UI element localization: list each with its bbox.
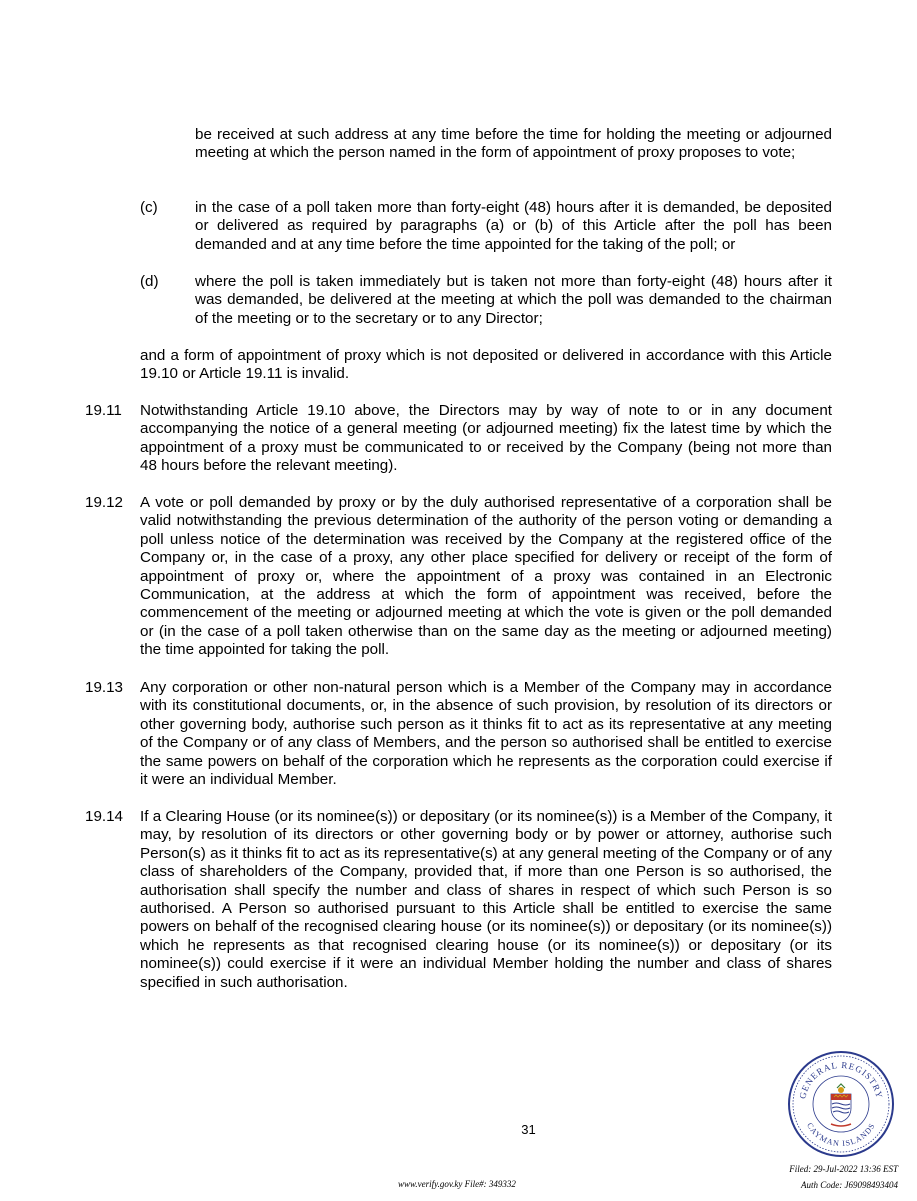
continuation-paragraph: be received at such address at any time before the time for holding the meeting or adjourned meeting at which the person named in the form of appointment of proxy proposes to vote; [195, 126, 832, 162]
item-d-label: (d) [140, 273, 159, 290]
general-registry-seal [787, 1050, 895, 1158]
footer-auth-code: Auth Code: J69098493404 [801, 1180, 898, 1190]
article-19-12-number: 19.12 [85, 494, 124, 511]
article-19-14-text: If a Clearing House (or its nominee(s)) or depositary (or its nominee(s)) is a Member of the Company, it may, by resolution of its directors or other governing body or by power or attorney, authorise such Person(s) as it thinks fit to act as its representative(s) at any general meeting of the Company or of any class of shareholders of the Company, provided that, if more than one Person is so authorised, the authorisation shall specify the number and class of shares in respect of which such Person is so authorised. A Person so authorised pursuant to this Article shall be entitled to exercise the same powers on behalf of the recognised clearing house (or its nominee(s)) or depositary (or its nominee(s)) which he represents as that recognised clearing house (or its nominee(s)) or depositary (or its nominee(s)) could exercise if it were an individual Member holding the number and class of shares specified in such authorisation. [140, 808, 832, 991]
footer-verify-url[interactable]: www.verify.gov.ky File#: 349332 [398, 1179, 516, 1189]
footer-filing-info [789, 1161, 898, 1193]
item-d-text: where the poll is taken immediately but is taken not more than forty-eight (48) hours after it was demanded, be delivered at the meeting at which the poll was demanded to the chairman of the meeting or to the secretary or to any Director; [195, 273, 832, 327]
article-19-13-number: 19.13 [85, 679, 124, 696]
seal-top-textpath: GENERAL REGISTRY [797, 1059, 885, 1100]
closing-paragraph: and a form of appointment of proxy which is not deposited or delivered in accordance with this Article 19.10 or Article 19.11 is invalid. [140, 347, 832, 383]
article-19-14-number: 19.14 [85, 808, 124, 825]
footer-filed-date: Filed: 29-Jul-2022 13:36 EST [789, 1164, 898, 1174]
article-19-11-number: 19.11 [85, 402, 122, 419]
item-c-label: (c) [140, 199, 158, 216]
article-19-13-text: Any corporation or other non-natural person which is a Member of the Company may in accordance with its constitutional documents, or, in the absence of such provision, by resolution of its directors or other governing body, authorise such person as it thinks fit to act as its representative at any meeting of the Company or of any class of Members, and the person so authorised shall be entitled to exercise the same powers on behalf of the corporation which he represents as the corporation could exercise if it were an individual Member. [140, 679, 832, 789]
seal-bottom-textpath: CAYMAN ISLANDS [805, 1121, 877, 1149]
page-number: 31 [521, 1122, 536, 1137]
article-19-11-text: Notwithstanding Article 19.10 above, the Directors may by way of note to or in any document accompanying the notice of a general meeting (or adjourned meeting) fix the latest time by which the appointment of a proxy must be communicated to or received by the Company (being not more than 48 hours before the relevant meeting). [140, 402, 832, 475]
article-19-12-text: A vote or poll demanded by proxy or by the duly authorised representative of a corporation shall be valid notwithstanding the previous determination of the authority of the person voting or demanding a poll unless notice of the determination was received by the Company at the registered office of the Company or, in the case of a proxy, any other place specified for delivery or receipt of the form of appointment of proxy or, where the appointment of a proxy was contained in an Electronic Communication, at the address at which the form of appointment was received, before the commencement of the meeting or adjourned meeting at which the vote is given or the poll demanded or (in the case of a poll taken otherwise than on the same day as the meeting or adjourned meeting) the time appointed for taking the poll. [140, 494, 832, 659]
item-c-text: in the case of a poll taken more than forty-eight (48) hours after it is demanded, be deposited or delivered as required by paragraphs (a) or (b) of this Article after the poll has been demanded and at any time before the time appointed for the taking of the poll; or [195, 199, 832, 253]
